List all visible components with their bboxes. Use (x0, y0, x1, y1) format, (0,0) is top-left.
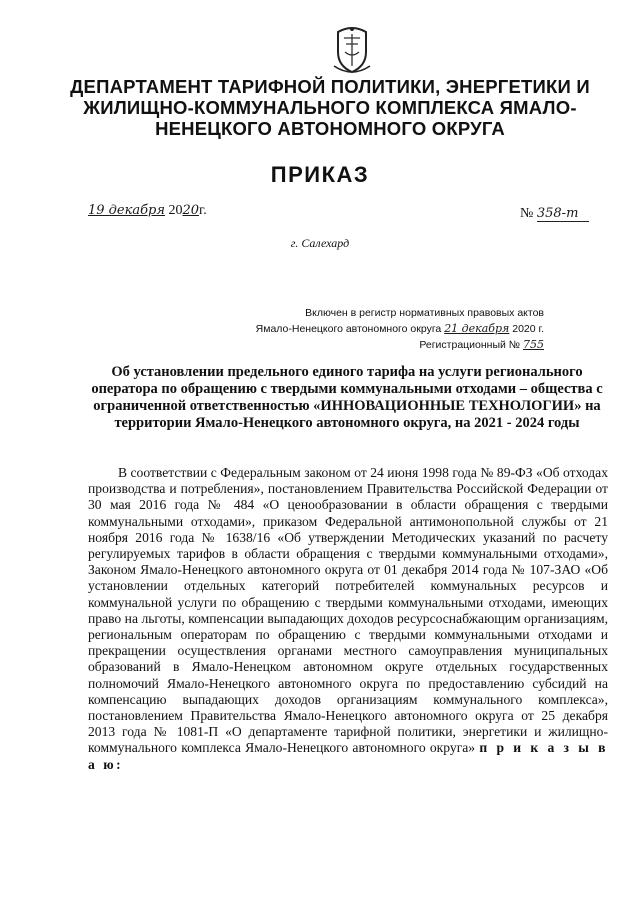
date-year-prefix: 20 (168, 203, 183, 218)
registry-line-3 (150, 337, 544, 353)
order-number (520, 206, 589, 222)
handwritten-year: 20 (182, 203, 200, 218)
order-subject: Об установлении предельного единого тарифа на услуги регионального оператора по обращению с твердыми коммунальными отходами – общества с ограниченной ответственностью «ИННОВАЦИОННЫЕ ТЕХНОЛОГИИ» на территории Ямало-Ненецкого автономного округа, на 2021 - 2024 годы (91, 364, 603, 431)
registry-handwritten-number: 755 (523, 338, 544, 351)
date-year-suffix: г. (199, 203, 207, 218)
department-title: ДЕПАРТАМЕНТ ТАРИФНОЙ ПОЛИТИКИ, ЭНЕРГЕТИКИ И ЖИЛИЩНО-КОММУНАЛЬНОГО КОМПЛЕКСА ЯМАЛО-НЕНЕЦКОГО АВТОНОМНОГО ОКРУГА (70, 76, 590, 139)
registry-line-2-prefix: Ямало-Ненецкого автономного округа (255, 323, 442, 335)
registry-line-2 (150, 321, 544, 337)
number-label: № (520, 206, 534, 221)
registry-handwritten-date: 21 декабря (444, 322, 510, 335)
registry-line-3-prefix: Регистрационный № (419, 339, 521, 351)
handwritten-date: 19 декабря (88, 203, 165, 218)
registry-stamp (150, 305, 544, 353)
city-line: г. Салехард (290, 236, 350, 250)
coat-of-arms-emblem (330, 22, 374, 76)
document-type-title: ПРИКАЗ (270, 162, 370, 187)
handwritten-number: 358-т (537, 206, 589, 222)
order-body (88, 465, 608, 773)
order-date (88, 203, 207, 219)
body-text: В соответствии с Федеральным законом от 24 июня 1998 года № 89-ФЗ «Об отходах производства и потребления», постановлением Правительства Российской Федерации от 30 мая 2016 года № 484 «О ценообразовании в области обращения с твердыми коммунальными отходами», приказом Федеральной антимонопольной службы от 21 ноября 2016 года № 1638/16 «Об утверждении Методических указаний по расчету регулируемых тарифов в области обращения с твердыми коммунальными отходами», Законом Ямало-Ненецкого автономного округа от 01 декабря 2014 года № 107-ЗАО «Об установлении отдельных категорий потребителей коммунальных ресурсов и коммунальной услуги по обращению с твердыми коммунальными отходами, имеющих право на льготы, компенсации выпадающих доходов ресурсоснабжающим организациям, региональным операторам по обращению с твердыми коммунальными отходами и прекращении осуществления органами местного самоуправления муниципальных образований в Ямало-Ненецком автономном округе отдельных государственных полномочий Ямало-Ненецкого автономного округа по предоставлению субсидий на компенсацию выпадающих доходов организациям коммунального комплекса», постановлением Правительства Ямало-Ненецкого автономного округа от 25 декабря 2013 года № 1081-П «О департаменте тарифной политики, энергетики и жилищно-коммунального комплекса Ямало-Ненецкого автономного округа» (88, 465, 608, 756)
registry-line-2-suffix: 2020 г. (512, 323, 544, 335)
order-word: п р и к а з ы в а ю: (88, 740, 608, 772)
registry-line-1: Включен в регистр нормативных правовых актов (305, 307, 544, 319)
